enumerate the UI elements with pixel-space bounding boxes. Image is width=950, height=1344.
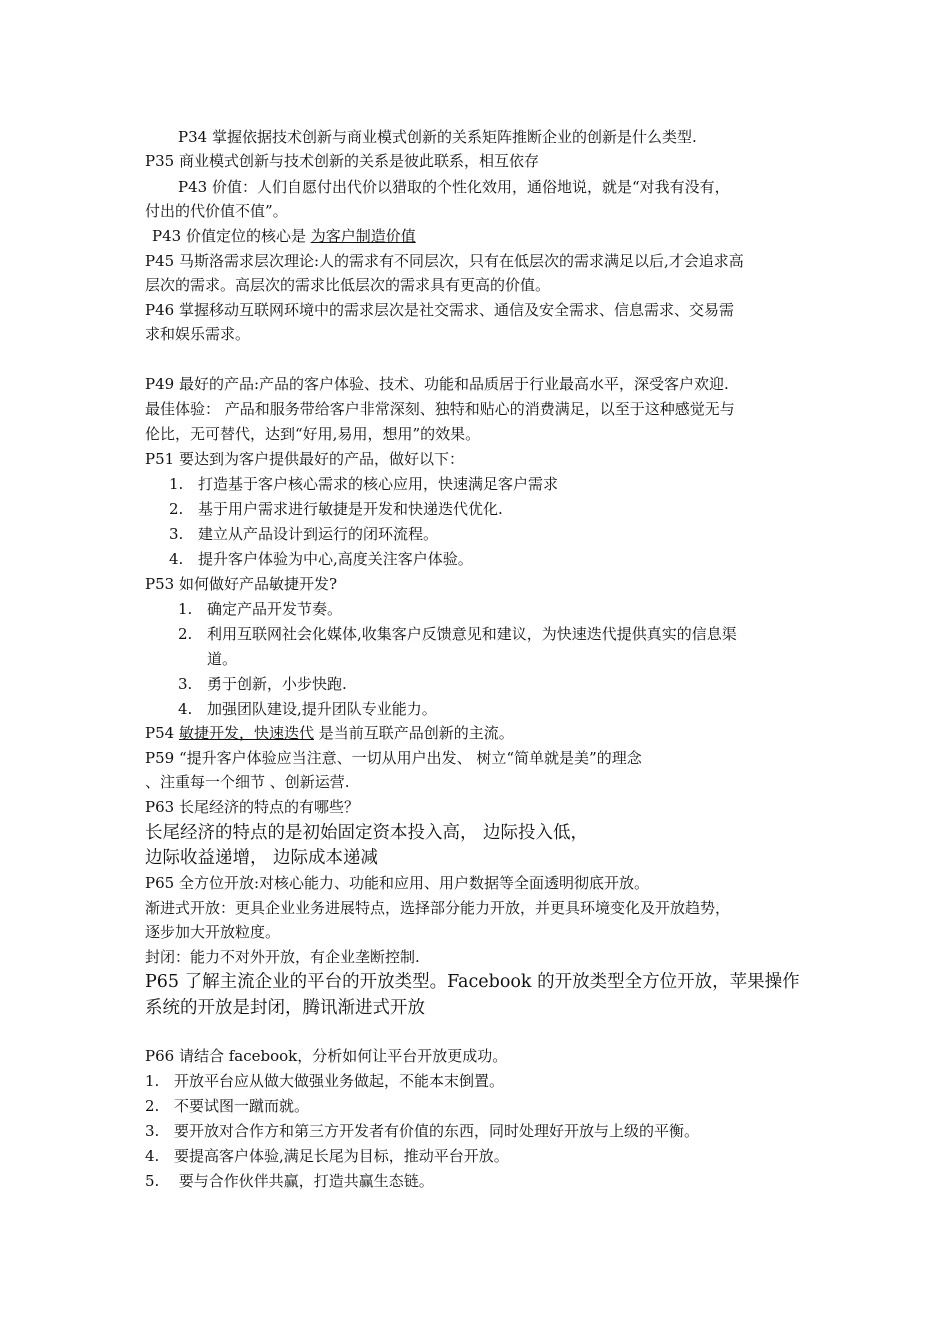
text-span: P54 xyxy=(145,724,179,742)
list-text: 不要试图一蹴而就。 xyxy=(174,1097,310,1115)
text-line: 求和娱乐需求。 xyxy=(145,325,251,343)
list-item xyxy=(169,498,503,520)
list-text: 建立从产品设计到运行的闭环流程。 xyxy=(198,525,439,543)
text-line: 付出的代价值不值”。 xyxy=(145,202,288,220)
list-item xyxy=(145,1070,504,1092)
list-number: 4. xyxy=(178,700,193,718)
text-line xyxy=(152,225,416,247)
text-line: P34 掌握依据技术创新与商业模式创新的关系矩阵推断企业的创新是什么类型. xyxy=(178,128,697,146)
list-number: 1. xyxy=(145,1072,160,1090)
list-text: 要提高客户体验,满足长尾为目标，推动平台开放。 xyxy=(174,1147,509,1165)
list-text: 要开放对合作方和第三方开发者有价值的东西，同时处理好开放与上级的平衡。 xyxy=(174,1122,700,1140)
text-line: 系统的开放是封闭，腾讯渐进式开放 xyxy=(145,998,425,1018)
list-item xyxy=(178,648,237,670)
text-line: 渐进式开放：更具企业业务进展特点，选择部分能力开放，并更具环境变化及开放趋势， xyxy=(145,899,731,917)
text-line: 逐步加大开放粒度。 xyxy=(145,923,281,941)
list-text: 基于用户需求进行敏捷是开发和快递迭代优化. xyxy=(198,500,503,518)
text-line: P53 如何做好产品敏捷开发? xyxy=(145,575,337,593)
text-line xyxy=(145,722,514,744)
text-span: P43 价值定位的核心是 xyxy=(152,227,311,245)
list-number: 2. xyxy=(145,1097,160,1115)
list-item xyxy=(178,623,737,645)
list-number: 3. xyxy=(145,1122,160,1140)
list-text: 确定产品开发节奏。 xyxy=(207,600,343,618)
text-line: P65 了解主流企业的平台的开放类型。Facebook 的开放类型全方位开放，苹果操作 xyxy=(145,972,800,992)
list-text: 打造基于客户核心需求的核心应用，快速满足客户需求 xyxy=(198,475,559,493)
text-line: P66 请结合 facebook，分析如何让平台开放更成功。 xyxy=(145,1047,508,1065)
list-item xyxy=(169,548,473,570)
text-span: 是当前互联产品创新的主流。 xyxy=(313,724,514,742)
list-item xyxy=(169,523,438,545)
underlined-text: 为客户制造价值 xyxy=(310,227,416,245)
list-number: 4. xyxy=(145,1147,160,1165)
list-number: 3. xyxy=(178,675,193,693)
list-item xyxy=(145,1120,699,1142)
text-line: P65 全方位开放:对核心能力、功能和应用、用户数据等全面透明彻底开放。 xyxy=(145,874,650,892)
list-item xyxy=(145,1145,509,1167)
list-item xyxy=(145,1095,309,1117)
list-number: 4. xyxy=(169,550,184,568)
list-number: 2. xyxy=(169,500,184,518)
list-item xyxy=(145,1170,434,1192)
list-item xyxy=(178,698,437,720)
list-number: 3. xyxy=(169,525,184,543)
list-number: 2. xyxy=(178,625,193,643)
text-line: P35 商业模式创新与技术创新的关系是彼此联系，相互依存 xyxy=(145,152,539,170)
text-line: 长尾经济的特点的是初始固定资本投入高， 边际投入低， xyxy=(145,823,589,843)
list-text: 加强团队建设,提升团队专业能力。 xyxy=(207,700,437,718)
list-item xyxy=(169,473,558,495)
text-line: P43 价值：人们自愿付出代价以猎取的个性化效用，通俗地说，就是“对我有没有， xyxy=(178,178,730,196)
text-line: P49 最好的产品:产品的客户体验、技术、功能和品质居于行业最高水平，深受客户欢迎. xyxy=(145,375,729,393)
text-line: 、注重每一个细节 、创新运营. xyxy=(145,773,350,791)
text-line: P46 掌握移动互联网环境中的需求层次是社交需求、通信及安全需求、信息需求、交易需 xyxy=(145,301,734,319)
list-text: 道。 xyxy=(207,650,238,668)
list-number: 5. xyxy=(145,1172,160,1190)
text-line: P59 “提升客户体验应当注意、一切从用户出发、 树立“简单就是美”的理念 xyxy=(145,749,642,767)
text-line: 边际收益递增， 边际成本递减 xyxy=(145,848,379,868)
list-number: 1. xyxy=(169,475,184,493)
list-text: 利用互联网社会化媒体,收集客户反馈意见和建议，为快速迭代提供真实的信息渠 xyxy=(207,625,737,643)
text-line: 封闭：能力不对外开放，有企业垄断控制. xyxy=(145,948,420,966)
text-line: 伦比，无可替代，达到“好用,易用，想用”的效果。 xyxy=(145,425,481,443)
list-item xyxy=(178,598,342,620)
list-text: 要与合作伙伴共赢，打造共赢生态链。 xyxy=(174,1172,434,1190)
list-text: 提升客户体验为中心,高度关注客户体验。 xyxy=(198,550,473,568)
text-line: P51 要达到为客户提供最好的产品，做好以下： xyxy=(145,450,464,468)
list-text: 开放平台应从做大做强业务做起，不能本末倒置。 xyxy=(174,1072,505,1090)
text-line: P45 马斯洛需求层次理论:人的需求有不同层次，只有在低层次的需求满足以后,才会追求高 xyxy=(145,252,744,270)
underlined-text: 敏捷开发，快速迭代 xyxy=(178,724,314,742)
list-text: 勇于创新，小步快跑. xyxy=(207,675,347,693)
list-number: 1. xyxy=(178,600,193,618)
text-line: P63 长尾经济的特点的有哪些？ xyxy=(145,798,359,816)
text-line: 层次的需求。高层次的需求比低层次的需求具有更高的价值。 xyxy=(145,276,551,294)
list-item xyxy=(178,673,347,695)
text-line: 最佳体验： 产品和服务带给客户非常深刻、独特和贴心的消费满足，以至于这种感觉无与 xyxy=(145,400,735,418)
